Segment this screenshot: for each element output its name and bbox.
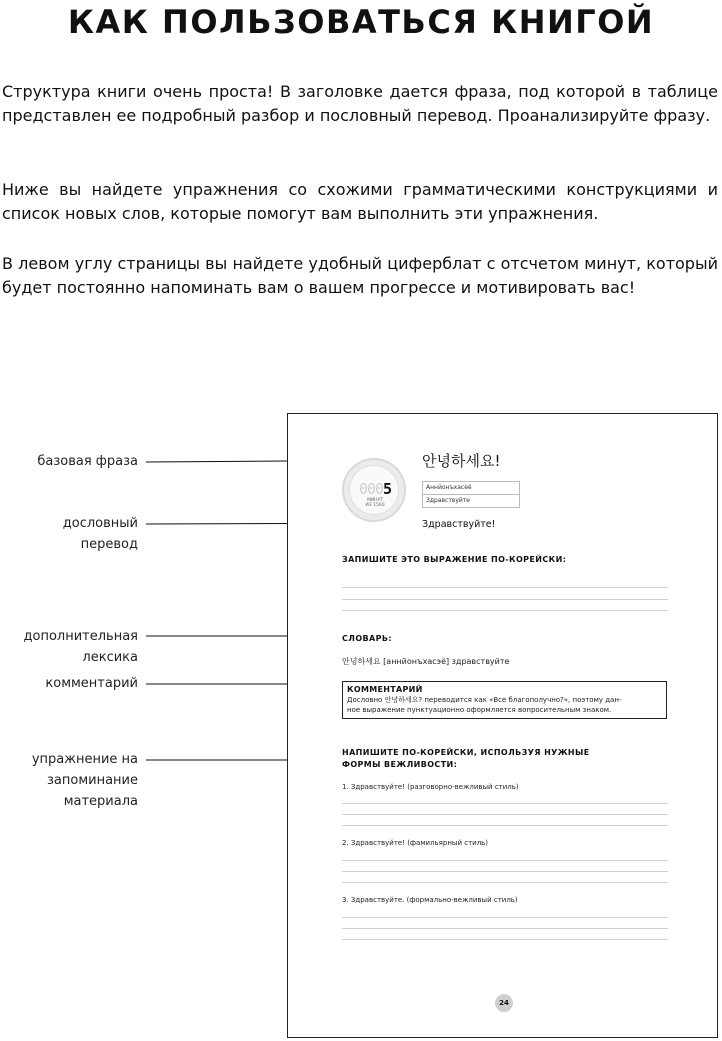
label-exercise: упражнение на запоминание материала <box>31 752 138 809</box>
vocab-heading: СЛОВАРЬ: <box>342 634 392 643</box>
write-heading: ЗАПИШИТЕ ЭТО ВЫРАЖЕНИЕ ПО-КОРЕЙСКИ: <box>342 555 567 564</box>
base-phrase: 안녕하세요! <box>422 452 501 470</box>
comment-title: КОММЕНТАРИЙ <box>347 685 423 694</box>
writing-line <box>342 917 668 918</box>
page-title: КАК ПОЛЬЗОВАТЬСЯ КНИГОЙ <box>67 3 655 41</box>
label-literal-translation: дословный перевод <box>62 516 138 552</box>
label-commentary: комментарий <box>45 676 138 691</box>
comment-text-line: Дословно 안녕하세요? переводится как «Все благополучно?», поэтому дан- <box>347 696 622 704</box>
minute-dial-face <box>349 465 399 515</box>
label-base-phrase: базовая фраза <box>37 454 138 469</box>
label-additional-vocab: дополнительная лексика <box>23 629 138 665</box>
writing-line <box>342 803 668 804</box>
writing-line <box>342 860 668 861</box>
exercise-heading: НАПИШИТЕ ПО-КОРЕЙСКИ, ИСПОЛЬЗУЯ НУЖНЫЕ ФОРМЫ ВЕЖЛИВОСТИ: <box>342 748 590 769</box>
writing-line <box>342 939 668 940</box>
writing-line <box>342 871 668 872</box>
intro-paragraph-3: В левом углу страницы вы найдете удобный циферблат с отсчетом минут, который будет постоянно напоминать вам о вашем прогрессе и мотивировать вас! <box>2 254 718 297</box>
table-row: Здравствуйте <box>423 494 519 507</box>
minute-dial-digits: 0005 <box>358 480 392 498</box>
comment-text-line: ное выражение пунктуационно оформляется вопросительным знаком. <box>347 706 612 714</box>
minute-dial-caption: МИНУТ ИЗ 1560 <box>365 498 385 508</box>
phrase-breakdown-table <box>422 481 520 508</box>
sample-book-page <box>287 413 718 1038</box>
exercise-item-2: 2. Здравствуйте! (фамильярный стиль) <box>342 839 489 847</box>
intro-paragraph-2: Ниже вы найдете упражнения со схожими грамматическими конструкциями и список новых слов, которые помогут вам выполнить эти упражнения. <box>2 180 718 223</box>
exercise-item-3: 3. Здравствуйте. (формально-вежливый стиль) <box>342 896 518 904</box>
minute-dial <box>342 458 406 522</box>
writing-line <box>342 825 668 826</box>
page-number: 24 <box>495 994 513 1012</box>
writing-line <box>342 928 668 929</box>
intro-paragraph-1: Структура книги очень проста! В заголовке дается фраза, под которой в таблице представлен ее подробный разбор и пословный перевод. Проанализируйте фразу. <box>2 82 718 125</box>
table-row: Аннйонъхасеё <box>426 484 472 491</box>
writing-line <box>342 814 668 815</box>
literal-translation: Здравствуйте! <box>422 519 496 530</box>
writing-line <box>342 610 668 611</box>
comment-box <box>342 681 667 719</box>
writing-line <box>342 599 668 600</box>
exercise-item-1: 1. Здравствуйте! (разговорно-вежливый стиль) <box>342 783 519 791</box>
writing-line <box>342 587 668 588</box>
writing-line <box>342 882 668 883</box>
vocab-entry: 안녕하세요 [аннйонъхасэё] здравствуйте <box>342 657 510 666</box>
